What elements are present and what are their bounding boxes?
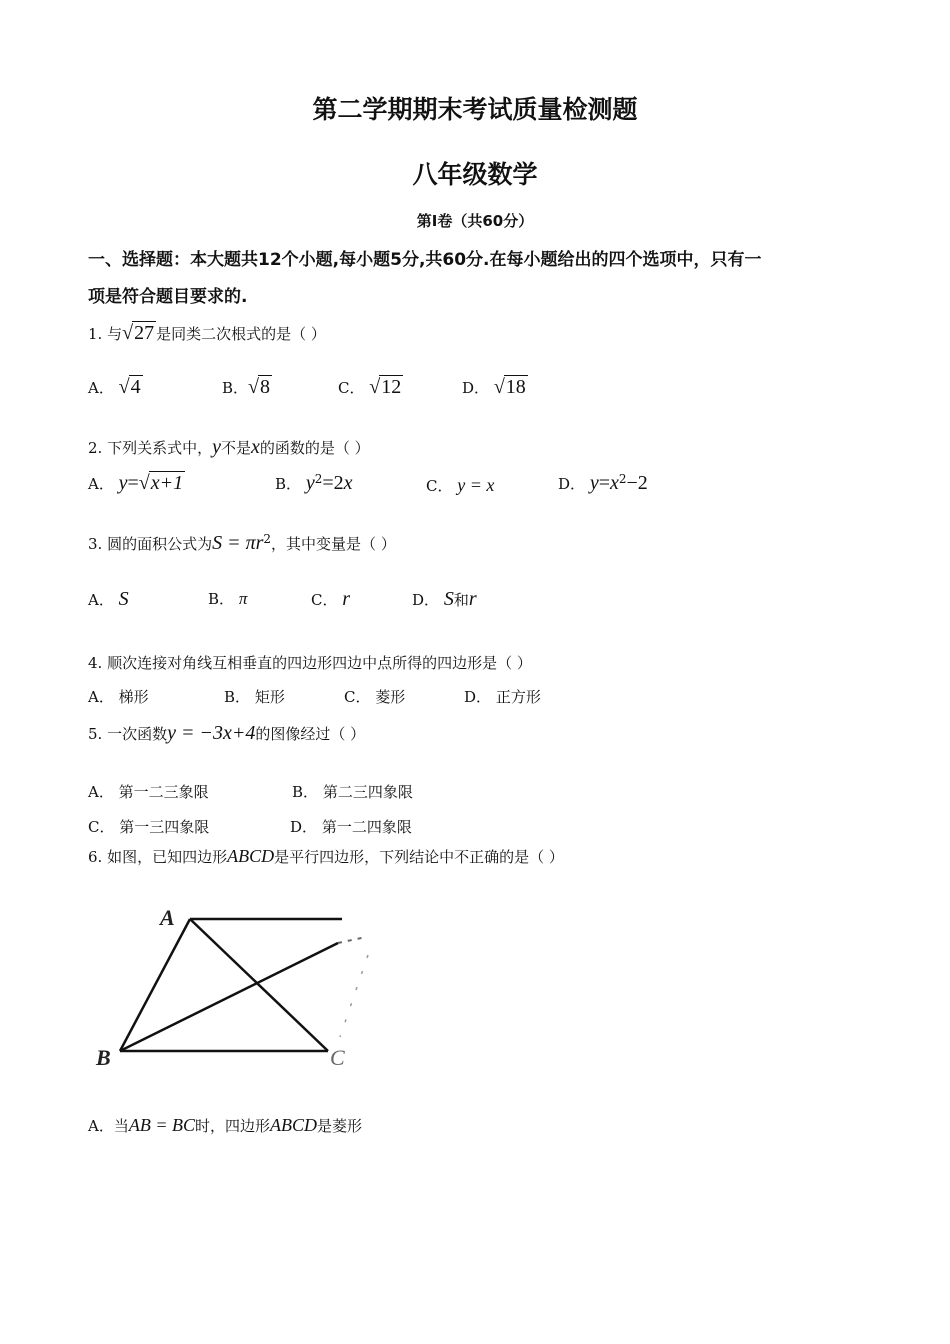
q3-option-b: B． π (208, 589, 248, 608)
part-heading: 第Ⅰ卷（共60分） (416, 212, 534, 230)
q4-option-d: D． 正方形 (464, 688, 541, 706)
q5-option-a: A． 第一二三象限 (88, 783, 209, 801)
q4-option-a: A． 梯形 (88, 688, 149, 706)
edge-ab (120, 919, 190, 1051)
faint-edge-cd (340, 955, 368, 1037)
question-5: 5. 一次函数y = −3x+4的图像经过（ ） (88, 722, 366, 744)
question-4: 4. 顺次连接对角线互相垂直的四边形四边中点所得的四边形是（ ） (88, 654, 532, 672)
q5-option-c: C． 第一三四象限 (88, 818, 210, 836)
question-6: 6. 如图，已知四边形ABCD是平行四边形，下列结论中不正确的是（ ） (88, 846, 564, 866)
diagonal-bd (120, 943, 338, 1051)
section-instruction-line1: 一、选择题：本大题共12个小题,每小题5分,共60分.在每小题给出的四个选项中，只有一 (88, 250, 762, 270)
q5-option-b: B． 第二三四象限 (292, 783, 413, 801)
q3-option-c: C． r (311, 588, 351, 610)
faint-edge-top (338, 937, 366, 943)
q1-radicand: 27 (134, 322, 155, 344)
q1-option-c: C． √12 (338, 376, 402, 398)
section-instruction-line2: 项是符合题目要求的. (88, 287, 248, 307)
q2-option-b: B． $y^2=2x$ (275, 472, 353, 494)
q1-option-b: B．√8 (222, 376, 271, 398)
q5-option-d: D． 第一二四象限 (290, 818, 412, 836)
q2-option-d: D． $y=x^2-2$ (558, 472, 648, 494)
vertex-label-c: C (330, 1045, 345, 1070)
question-2: 2. 下列关系式中，y不是x的函数的是（ ） (88, 436, 370, 458)
q1-option-a: A． √4 (88, 376, 141, 398)
q4-option-b: B． 矩形 (224, 688, 285, 706)
q4-option-c: C． 菱形 (344, 688, 406, 706)
parallelogram-figure (90, 895, 390, 1075)
subject-title: 八年级数学 (412, 160, 538, 189)
diagonal-ac (190, 919, 328, 1051)
q1-option-d: D． √18 (462, 376, 526, 398)
q3-option-a: A． S (88, 588, 129, 610)
q6-option-a: A．当AB = BC时，四边形ABCD是菱形 (88, 1115, 363, 1135)
vertex-label-a: A (160, 905, 175, 930)
vertex-label-b: B (96, 1045, 111, 1070)
question-3: 3. 圆的面积公式为$S = \pi r^2$，其中变量是（ ） (88, 532, 396, 554)
page-title: 第二学期期末考试质量检测题 (312, 95, 638, 124)
q3-option-d: D． S和r (412, 588, 477, 610)
q2-option-c: C． y = x (426, 475, 495, 495)
q2-option-a: A． y=√x+1 (88, 472, 184, 494)
question-1: 1. 与√27 是同类二次根式的是（ ） (88, 322, 326, 344)
